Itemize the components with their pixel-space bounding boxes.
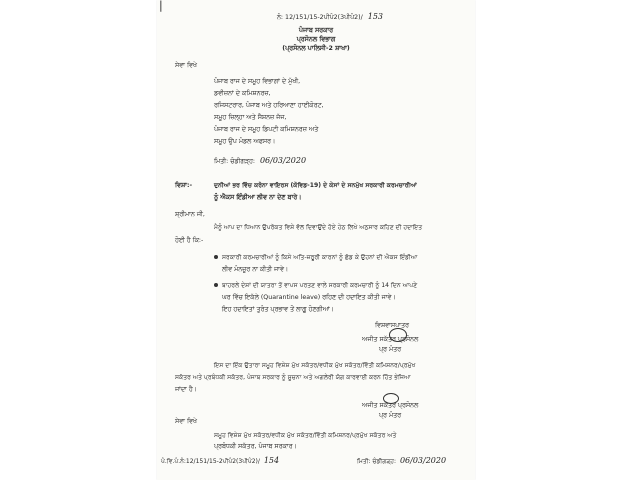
memo-number xyxy=(277,13,383,22)
branch-heading: (ਪ੍ਰਸੋਨਲ ਪਾਲਿਸੀ-2 ਸ਼ਾਖਾ) xyxy=(282,45,350,52)
footer-date-handwritten: 06/03/2020 xyxy=(399,456,447,465)
addressee-line: ਸਮੂਹ ਜ਼ਿਲ੍ਹਾ ਅਤੇ ਸੈਸ਼ਨਜ਼ ਜੱਜ, xyxy=(214,114,287,121)
salutation-bottom: ਸੇਵਾ ਵਿਖੇ xyxy=(175,418,197,425)
endorsement-line-3: ਜਾਂਦਾ ਹੈ। xyxy=(175,386,197,393)
footer-date xyxy=(357,457,446,466)
signatory-name-2: ਅਜੀਤ ਸਕੱਤਰ ਪ੍ਰਸੋਨਲ xyxy=(362,402,419,409)
list-item-2-line-2: ਘਰ ਵਿੱਚ ਇਕੱਲੇ (Quarantine leave) ਰਹਿਣ ਦੀ ਹਦਾਇਤ ਕੀਤੀ ਜਾਵੇ। xyxy=(222,294,396,301)
addressee-line: ਰਜਿਸਟਰਾਰ, ਪੰਜਾਬ ਅਤੇ ਹਰਿਆਣਾ ਹਾਈਕੋਰਟ, xyxy=(214,102,324,109)
date-handwritten: 06/03/2020 xyxy=(259,156,307,165)
bottom-addressee-line-2: ਪ੍ਰਬੰਧਕੀ ਸਕੱਤਰ, ਪੰਜਾਬ ਸਰਕਾਰ। xyxy=(214,443,297,450)
valediction: ਵਿਸ਼ਵਾਸਪਾਤਰ xyxy=(375,322,409,329)
subject-line-1: ਦੁਨੀਆਂ ਭਰ ਵਿੱਚ ਕਰੋਨਾ ਵਾਇਰਸ (ਕੋਵਿਡ-19) ਦੇ ਕੇਸਾਂ ਦੇ ਸਨਮੁੱਖ ਸਰਕਾਰੀ ਕਰਮਚਾਰੀਆਂ xyxy=(214,182,417,189)
paragraph-1-line-2: ਹੋਈ ਹੈ ਕਿ:- xyxy=(175,237,204,244)
addressee-line: ਸਮੂਹ ਉਪ ਮੰਡਲ ਅਫਸਰ। xyxy=(214,138,276,145)
list-item-1-line-2: ਲੀਵ ਮੰਨਜੂਰ ਨਾ ਕੀਤੀ ਜਾਵੇ। xyxy=(222,266,289,273)
endorsement-line-1: ਇਸ ਦਾ ਇੱਕ ਉਤਾਰਾ ਸਮੂਹ ਵਿਸ਼ੇਸ਼ ਮੁੱਖ ਸਕੱਤਰ/ਵਧੀਕ ਮੁੱਖ ਸਕੱਤਰ/ਵਿੱਤੀ ਕਮਿਸ਼ਨਰ/ਪ੍ਰਮੁੱਖ xyxy=(214,362,416,369)
paragraph-1-line-1: ਮੈਨੂੰ ਆਪ ਦਾ ਧਿਆਨ ਉਪਰੋਕਤ ਵਿਸ਼ੇ ਵੱਲ ਦਿਵਾਉਂਦੇ ਹੋਏ ਹੇਠ ਲਿਖੇ ਅਨੁਸਾਰ ਕਹਿਣ ਦੀ ਹਦਾਇਤ xyxy=(214,224,423,231)
government-heading: ਪੰਜਾਬ ਸਰਕਾਰ xyxy=(298,27,334,34)
signatory-title-2: ਪ੍ਰ ਮੰਤਰ xyxy=(379,412,402,419)
memo-number-text: ਨੰ: 12/151/15-2ਪੀਪੰ2(3ਪੀਪੰ2)/ xyxy=(277,14,363,21)
addressee-line: ਪੰਜਾਬ ਰਾਜ ਦੇ ਸਮੂਹ ਡਿਪਟੀ ਕਮਿਸ਼ਨਰਜ਼ ਅਤੇ xyxy=(214,126,319,133)
bullet-icon xyxy=(214,255,218,259)
greeting: ਸ਼੍ਰੀਮਾਨ ਜੀ, xyxy=(175,211,205,218)
footer-memo-handwritten: 154 xyxy=(263,456,280,465)
letter-page xyxy=(157,0,475,480)
signatory-title-1: ਪ੍ਰ ਮੰਤਰ xyxy=(379,346,402,353)
subject-label: ਵਿਸ਼ਾ:- xyxy=(175,182,193,189)
bottom-addressee-line-1: ਸਮੂਹ ਵਿਸ਼ੇਸ਼ ਮੁੱਖ ਸਕੱਤਰ/ਵਧੀਕ ਮੁੱਖ ਸਕੱਤਰ/ਵਿੱਤੀ ਕਮਿਸ਼ਨਰ/ਪ੍ਰਮੁੱਖ ਸਕੱਤਰ ਅਤੇ xyxy=(214,432,397,439)
footer-date-prefix: ਮਿਤੀ: ਚੰਡੀਗੜ੍ਹ: xyxy=(357,458,397,465)
department-heading: ਪ੍ਰਸੋਨਲ ਵਿਭਾਗ xyxy=(296,36,336,43)
addressee-line: ਡਵੀਜ਼ਨਾਂ ਦੇ ਕਮਿਸ਼ਨਰਜ਼, xyxy=(214,90,271,97)
list-item-2-line-1 xyxy=(214,282,417,290)
memo-number-handwritten: 153 xyxy=(367,12,384,21)
bullet-icon xyxy=(214,283,218,287)
closing-line: ਇਹ ਹਦਾਇਤਾਂ ਤੁਰੰਤ ਪ੍ਰਭਾਵ ਤੋਂ ਲਾਗੂ ਹੋਣਗੀਆਂ। xyxy=(222,306,334,313)
list-item-1-text: ਸਰਕਾਰੀ ਕਰਮਚਾਰੀਆਂ ਨੂੰ ਕਿਸੇ ਅਤਿ-ਜ਼ਰੂਰੀ ਕਾਰਨਾਂ ਨੂੰ ਛੱਡ ਕੇ ਉਹਨਾਂ ਦੀ ਐਕਸ ਇੰਡੀਆ xyxy=(222,254,418,261)
date-prefix: ਮਿਤੀ: ਚੰਡੀਗੜ੍ਹ: xyxy=(214,158,255,165)
list-item-1-line-1 xyxy=(214,254,417,262)
salutation-top: ਸੇਵਾ ਵਿਖੇ xyxy=(175,62,197,69)
endorsement-line-2: ਸਕੱਤਰ ਅਤੇ ਪ੍ਰਬੰਧਕੀ ਸਕੱਤਰ, ਪੰਜਾਬ ਸਰਕਾਰ ਨੂੰ ਸੂਚਨਾ ਅਤੇ ਅਗਲੇਰੀ ਯੋਗ ਕਾਰਵਾਈ ਕਰਨ ਹਿੱਤ ਭੇਜਿਆ xyxy=(175,374,411,381)
footer-memo-number xyxy=(161,457,279,466)
addressee-line: ਪੰਜਾਬ ਰਾਜ ਦੇ ਸਮੂਹ ਵਿਭਾਗਾਂ ਦੇ ਮੁੱਖੀ, xyxy=(214,78,301,85)
subject-line-2: ਨੂੰ ਐਕਸ ਇੰਡੀਆ ਲੀਵ ਨਾ ਦੇਣ ਬਾਰੇ। xyxy=(214,194,302,201)
list-item-2-text: ਬਾਹਰਲੇ ਦੇਸ਼ਾਂ ਦੀ ਯਾਤਰਾ ਤੋਂ ਵਾਪਸ ਪਰਤਣ ਵਾਲੇ ਸਰਕਾਰੀ ਕਰਮਚਾਰੀ ਨੂੰ 14 ਦਿਨ ਆਪਣੇ xyxy=(222,282,418,289)
margin-mark: | xyxy=(159,0,163,12)
footer-memo-text: ਪੰ.ਵਿ.ਪੰ.ਨੰ:12/151/15-2ਪੀਪੰ2(3ਪੀਪੰ2)/ xyxy=(161,458,260,465)
signatory-name-1: ਅਜੀਤ ਸਕੱਤਰ ਪ੍ਰਸੋਨਲ xyxy=(362,336,419,343)
date-line xyxy=(214,157,306,166)
